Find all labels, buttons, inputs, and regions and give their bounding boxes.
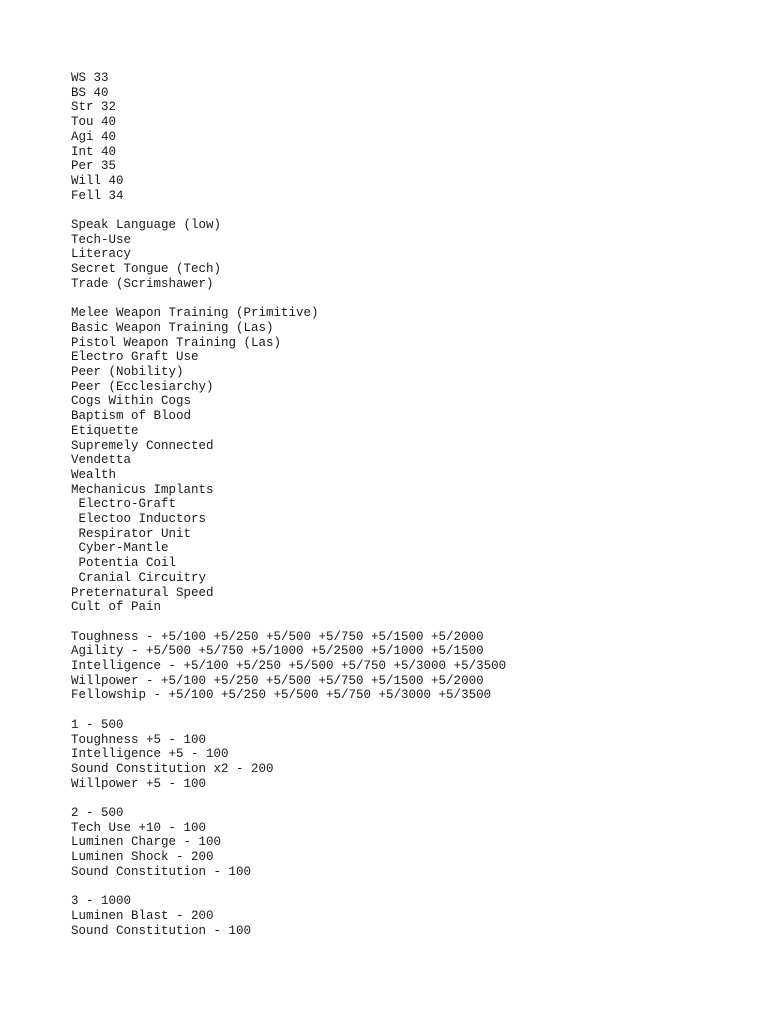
advance-line: Agility - +5/500 +5/750 +5/1000 +5/2500 +5/1000 +5/1500 — [71, 644, 484, 659]
advance-line: Fellowship - +5/100 +5/250 +5/500 +5/750 +5/3000 +5/3500 — [71, 688, 492, 703]
stat-line: BS 40 — [71, 85, 109, 100]
talent-line: Baptism of Blood — [71, 409, 192, 424]
talent-line: Wealth — [71, 467, 117, 482]
implant-line: Cranial Circuitry — [71, 570, 207, 585]
advance-line: Willpower - +5/100 +5/250 +5/500 +5/750 +5/1500 +5/2000 — [71, 673, 484, 688]
talent-line: Melee Weapon Training (Primitive) — [71, 306, 319, 321]
rank-entry: Tech Use +10 - 100 — [71, 820, 207, 835]
talent-line: Peer (Nobility) — [71, 365, 184, 380]
stat-line: Will 40 — [71, 173, 124, 188]
skill-line: Literacy — [71, 247, 132, 262]
skill-line: Tech-Use — [71, 232, 132, 247]
document-page — [71, 71, 506, 953]
rank-entry: Luminen Charge - 100 — [71, 835, 222, 850]
talent-line: Supremely Connected — [71, 438, 214, 453]
rank-2-block — [71, 806, 506, 880]
talent-line: Peer (Ecclesiarchy) — [71, 379, 214, 394]
rank-entry: Luminen Shock - 200 — [71, 850, 214, 865]
advances-block — [71, 630, 506, 704]
rank-entry: Sound Constitution x2 - 200 — [71, 761, 274, 776]
implant-line: Electro-Graft — [71, 497, 177, 512]
implant-line: Respirator Unit — [71, 526, 192, 541]
talent-line: Basic Weapon Training (Las) — [71, 320, 274, 335]
advance-line: Intelligence - +5/100 +5/250 +5/500 +5/750 +5/3000 +5/3500 — [71, 659, 507, 674]
rank-entry: Sound Constitution - 100 — [71, 864, 252, 879]
talent-line: Vendetta — [71, 453, 132, 468]
talent-line: Mechanicus Implants — [71, 482, 214, 497]
rank-3-block — [71, 894, 506, 938]
stat-line: Str 32 — [71, 100, 117, 115]
skill-line: Speak Language (low) — [71, 218, 222, 233]
rank-entry: Luminen Blast - 200 — [71, 908, 214, 923]
implant-line: Electoo Inductors — [71, 512, 207, 527]
stat-line: Agi 40 — [71, 129, 117, 144]
stat-line: WS 33 — [71, 71, 109, 85]
skill-line: Secret Tongue (Tech) — [71, 262, 222, 277]
rank-heading: 2 - 500 — [71, 806, 124, 821]
skill-line: Trade (Scrimshawer) — [71, 276, 214, 291]
advance-line: Toughness - +5/100 +5/250 +5/500 +5/750 +5/1500 +5/2000 — [71, 629, 484, 644]
rank-entry: Sound Constitution - 100 — [71, 923, 252, 938]
stat-line: Fell 34 — [71, 188, 124, 203]
implant-line: Potentia Coil — [71, 556, 177, 571]
rank-heading: 3 - 1000 — [71, 894, 132, 909]
stat-line: Per 35 — [71, 159, 117, 174]
implant-line: Cyber-Mantle — [71, 541, 169, 556]
stat-line: Tou 40 — [71, 115, 117, 130]
talent-line: Cogs Within Cogs — [71, 394, 192, 409]
rank-entry: Toughness +5 - 100 — [71, 732, 207, 747]
rank-heading: 1 - 500 — [71, 717, 124, 732]
skills-block — [71, 218, 506, 292]
rank-1-block — [71, 718, 506, 792]
rank-entry: Willpower +5 - 100 — [71, 776, 207, 791]
talent-line: Electro Graft Use — [71, 350, 199, 365]
talent-line: Preternatural Speed — [71, 585, 214, 600]
talent-line: Etiquette — [71, 423, 139, 438]
rank-entry: Intelligence +5 - 100 — [71, 747, 229, 762]
talent-line: Cult of Pain — [71, 600, 162, 615]
talents-block — [71, 306, 506, 615]
characteristics-block — [71, 71, 506, 203]
talent-line: Pistol Weapon Training (Las) — [71, 335, 282, 350]
stat-line: Int 40 — [71, 144, 117, 159]
